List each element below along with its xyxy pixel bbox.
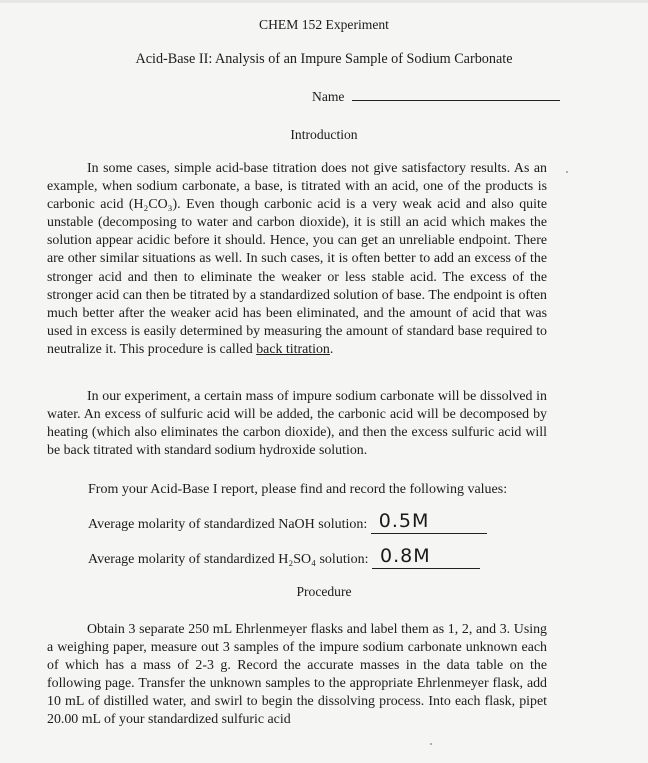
h2so4-row: [88, 545, 480, 569]
h2so4-label: Average molarity of standardized H₂SO₄ solution:: [88, 552, 369, 567]
h2so4-field[interactable]: [372, 545, 480, 569]
back-titration-term: back titration: [256, 341, 330, 357]
speck: [566, 171, 568, 173]
procedure-paragraph: [47, 621, 547, 730]
experiment-title: Acid-Base II: Analysis of an Impure Sample of Sodium Carbonate: [135, 51, 513, 67]
speck: [430, 743, 432, 745]
naoh-label: Average molarity of standardized NaOH solution:: [88, 517, 368, 532]
naoh-field[interactable]: [371, 510, 487, 534]
procedure-heading: Procedure: [296, 584, 352, 599]
h2so4-value: 0.8M: [380, 545, 431, 567]
values-prompt: From your Acid-Base I report, please find and record the following values:: [88, 482, 508, 497]
paragraph1-end: .: [329, 341, 334, 357]
name-field[interactable]: [352, 100, 560, 101]
naoh-value: 0.5M: [378, 510, 430, 532]
name-row: [312, 88, 560, 106]
procedure-text: Obtain 3 separate 250 mL Ehrlenmeyer flasks and label them as 1, 2, and 3. Using a weighing paper, measure out 3 samples of the impure sodium carbonate unknown each of which has a mass of 2-3 g. Record the accurate masses in the data table on the following page. Transfer the unknown samples to the appropriate Ehrlenmeyer flask, add 10 mL of distilled water, and swirl to begin the dissolving process. Into each flask, pipet 20.00 mL of your standardized sulfuric acid: [47, 622, 547, 728]
naoh-row: [88, 510, 487, 534]
paragraph1-text: In some cases, simple acid-base titration does not give satisfactory results. As an example, when sodium carbonate, a base, is titrated with an acid, one of the products is carbonic acid (H₂CO₃). Even though carbonic acid is a very weak acid and also quite unstable (decomposing to water and carbon dioxide), it is still an acid which makes the solution appear acidic before it should. Hence, you can get an unreliable endpoint. There are other similar situations as well. In such cases, it is often better to add an excess of the stronger acid and then to eliminate the weaker or less stable acid. The excess of the stronger acid can then be titrated by a standardized solution of base. The endpoint is often much better after the weaker acid has been eliminated, and the amount of acid that was used in excess is easily determined by measuring the amount of standard base required to neutralize it. This procedure is called: [47, 161, 547, 357]
page-edge: [0, 0, 648, 3]
introduction-paragraph-1: [47, 160, 547, 359]
name-label: Name: [312, 89, 345, 104]
introduction-paragraph-2: [47, 388, 547, 460]
paragraph2-text: In our experiment, a certain mass of impure sodium carbonate will be dissolved in water. An excess of sulfuric acid will be added, the carbonic acid will be decomposed by heating (which also eliminates the carbon dioxide), and then the excess sulfuric acid will be back titrated with standard sodium hydroxide solution.: [47, 389, 547, 459]
introduction-heading: Introduction: [290, 127, 358, 142]
course-title: CHEM 152 Experiment: [259, 17, 389, 32]
